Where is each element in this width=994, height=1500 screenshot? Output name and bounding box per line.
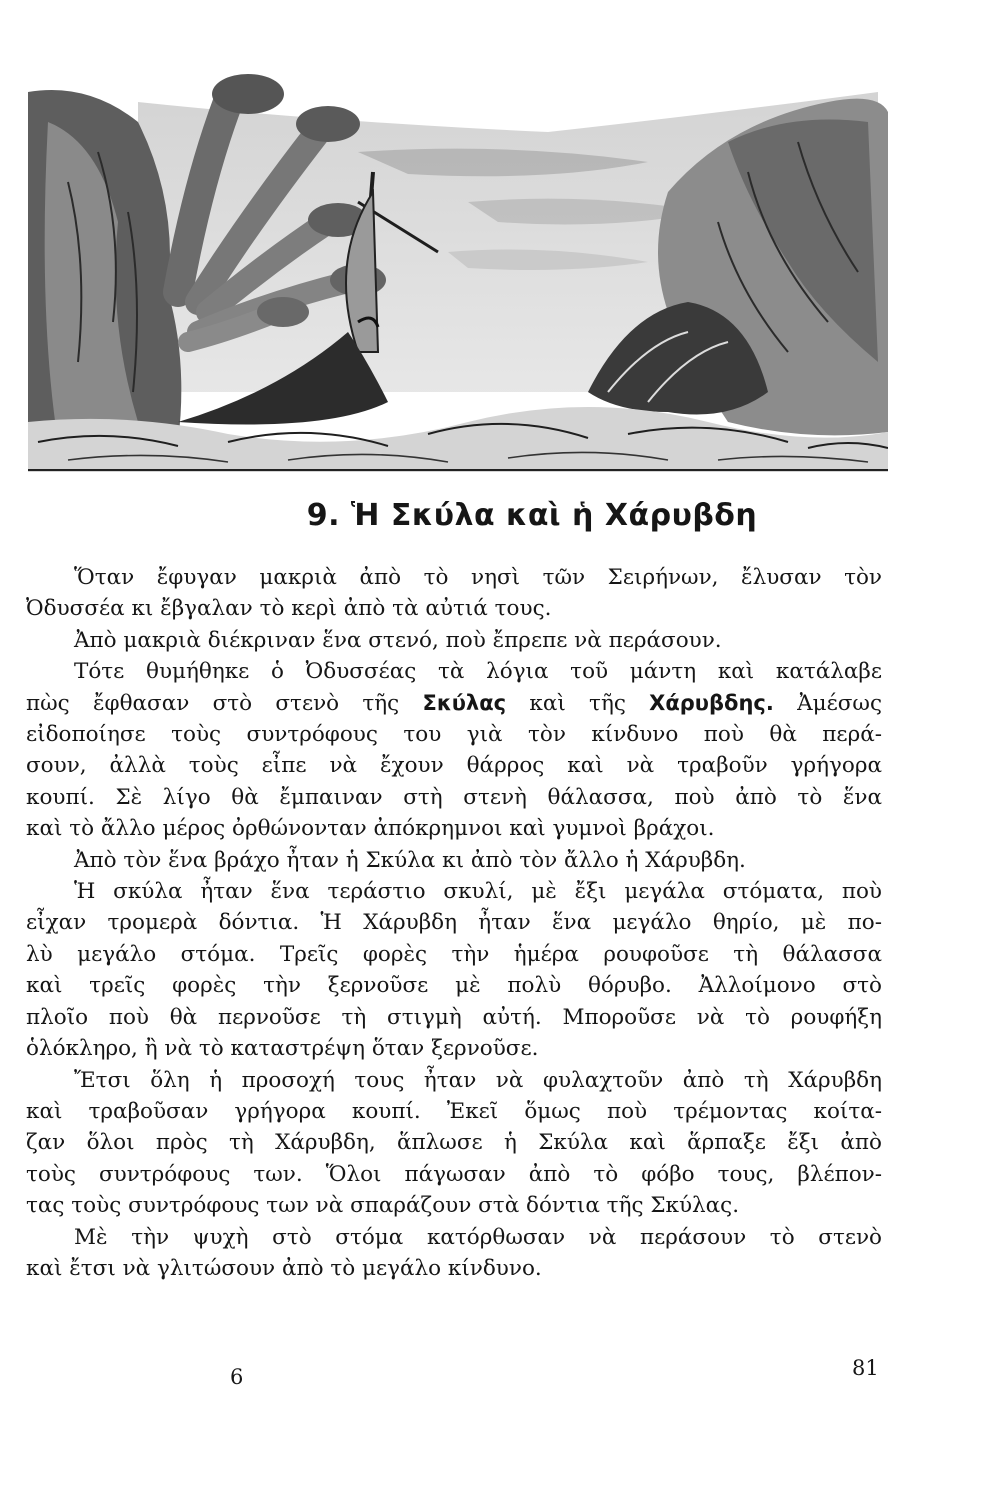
text-line: καὶ τρεῖς φορὲς τὴν ξερνοῦσε μὲ πολὺ θόρυβο. Ἀλλοίμονο στὸ [26, 973, 882, 999]
text-line: κουπί. Σὲ λίγο θὰ ἔμπαιναν στὴ στενὴ θάλασσα, ποὺ ἀπὸ τὸ ἕνα [26, 784, 882, 810]
text-segment: καὶ τῆς [506, 690, 650, 716]
text-line: Ἀπὸ μακριὰ διέκριναν ἕνα στενό, ποὺ ἔπρεπε νὰ περάσουν. [74, 627, 722, 653]
text-line: ὁλόκληρο, ἢ νὰ τὸ καταστρέψη ὅταν ξερνοῦσε. [26, 1036, 539, 1062]
text-line: πλοῖο ποὺ θὰ περνοῦσε τὴ στιγμὴ αὐτή. Μποροῦσε νὰ τὸ ρουφήξη [26, 1004, 882, 1030]
body-text [26, 562, 882, 1284]
text-line: Μὲ τὴν ψυχὴ στὸ στόμα κατόρθωσαν νὰ περάσουν τὸ στενὸ [74, 1224, 882, 1250]
text-line: λὺ μεγάλο στόμα. Τρεῖς φορὲς τὴν ἡμέρα ρουφοῦσε τὴ θάλασσα [26, 941, 882, 967]
text-line-with-terms [26, 688, 882, 719]
text-line: εἶχαν τρομερὰ δόντια. Ἡ Χάρυβδη ἦταν ἕνα μεγάλο θηρίο, μὲ πο- [26, 910, 882, 936]
text-segment: Ἀμέσως [773, 690, 882, 716]
signature-mark: 6 [230, 1365, 244, 1389]
text-line: Ὅταν ἔφυγαν μακριὰ ἀπὸ τὸ νησὶ τῶν Σειρήνων, ἔλυσαν τὸν [74, 565, 882, 590]
text-line: Ὀδυσσέα κι ἔβγαλαν τὸ κερὶ ἀπὸ τὰ αὐτιά τους. [26, 596, 552, 622]
text-line: Ἡ σκύλα ἦταν ἕνα τεράστιο σκυλί, μὲ ἔξι μεγάλα στόματα, ποὺ [74, 879, 882, 905]
scylla-charybdis-ship-illustration-icon [28, 62, 888, 472]
text-line: ζαν ὅλοι πρὸς τὴ Χάρυβδη, ἅπλωσε ἡ Σκύλα καὶ ἅρπαξε ἔξι ἀπὸ [26, 1130, 882, 1156]
text-segment: πὼς ἔφθασαν στὸ στενὸ τῆς [26, 690, 423, 716]
chapter-illustration [28, 62, 888, 472]
page-number: 81 [852, 1356, 879, 1380]
text-line: Ἀπὸ τὸν ἕνα βράχο ἦταν ἡ Σκύλα κι ἀπὸ τὸν ἄλλο ἡ Χάρυβδη. [74, 847, 746, 873]
text-line: σουν, ἀλλὰ τοὺς εἶπε νὰ ἔχουν θάρρος καὶ νὰ τραβοῦν γρήγορα [26, 753, 882, 779]
text-line: καὶ ἔτσι νὰ γλιτώσουν ἀπὸ τὸ μεγάλο κίνδυνο. [26, 1255, 542, 1281]
term-charybdis: Χάρυβδης. [649, 690, 774, 715]
text-line: Ἔτσι ὅλη ἡ προσοχή τους ἦταν νὰ φυλαχτοῦν ἀπὸ τὴ Χάρυβδη [74, 1067, 882, 1093]
chapter-title: 9. Ἡ Σκύλα καὶ ἡ Χάρυβδη [306, 498, 758, 533]
text-line: τας τοὺς συντρόφους των νὰ σπαράζουν στὰ δόντια τῆς Σκύλας. [26, 1193, 740, 1219]
text-line: καὶ τὸ ἄλλο μέρος ὀρθώνονταν ἀπόκρημνοι καὶ γυμνοὶ βράχοι. [26, 816, 715, 842]
text-line: καὶ τραβοῦσαν γρήγορα κουπί. Ἐκεῖ ὅμως ποὺ τρέμοντας κοίτα- [26, 1098, 882, 1124]
term-skylla: Σκύλας [422, 690, 507, 715]
text-line: τοὺς συντρόφους των. Ὅλοι πάγωσαν ἀπὸ τὸ φόβο τους, βλέπον- [26, 1161, 882, 1187]
text-line: εἰδοποίησε τοὺς συντρόφους του γιὰ τὸν κίνδυνο ποὺ θὰ περά- [26, 722, 882, 748]
text-line: Τότε θυμήθηκε ὁ Ὀδυσσέας τὰ λόγια τοῦ μάντη καὶ κατάλαβε [74, 659, 882, 685]
